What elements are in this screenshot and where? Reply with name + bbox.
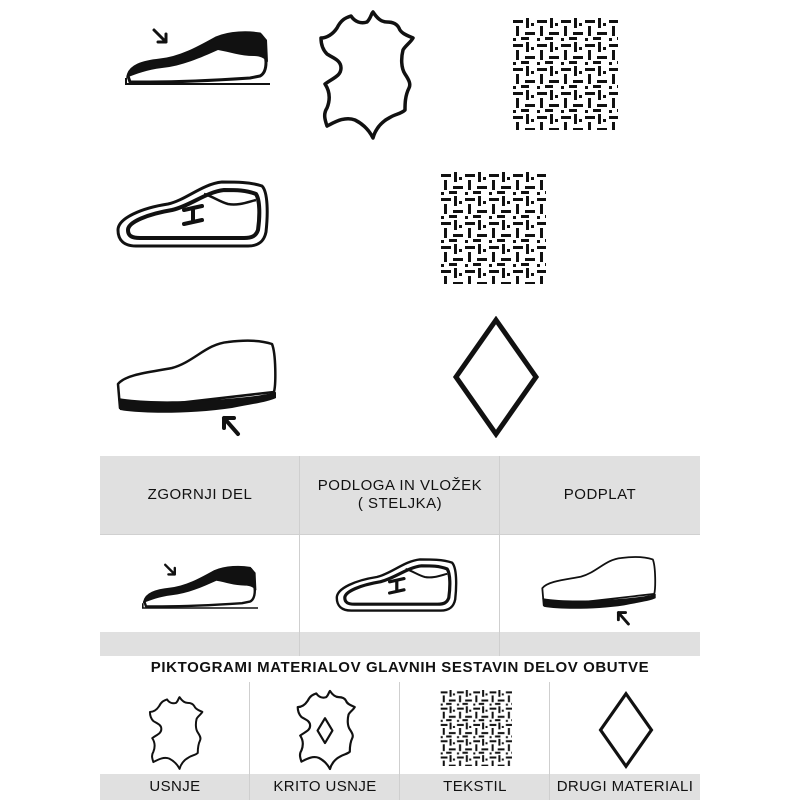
column-divider bbox=[249, 682, 250, 800]
material-label: KRITO USNJE bbox=[250, 774, 400, 800]
materials-table bbox=[100, 682, 700, 800]
sole-header bbox=[500, 456, 700, 534]
material-coated-leather bbox=[250, 682, 400, 800]
shoe-lining-icon bbox=[332, 553, 460, 617]
textile-weave-icon bbox=[440, 172, 546, 284]
column-divider bbox=[399, 682, 400, 800]
lining-label-line1: PODLOGA IN VLOŽEK bbox=[317, 477, 483, 494]
other-materials-diamond-icon bbox=[598, 690, 654, 770]
upper-label: ZGORNJI DEL bbox=[147, 486, 253, 503]
leather-hide-icon bbox=[315, 10, 415, 140]
textile-weave-icon bbox=[440, 690, 512, 766]
shoe-lining-icon bbox=[112, 174, 272, 254]
column-divider bbox=[499, 456, 500, 656]
shoe-sole-icon bbox=[112, 336, 282, 440]
shoe-parts-table bbox=[100, 456, 700, 656]
shoe-upper-icon bbox=[120, 18, 270, 90]
lining-header bbox=[300, 456, 500, 534]
parts-footer-row bbox=[100, 632, 700, 656]
column-divider bbox=[549, 682, 550, 800]
leather-hide-icon bbox=[146, 696, 204, 770]
lining-label-line2: ( STELJKA) bbox=[357, 495, 443, 512]
sole-label: PODPLAT bbox=[563, 486, 637, 503]
material-label: DRUGI MATERIALI bbox=[550, 774, 700, 800]
material-other bbox=[550, 682, 700, 800]
upper-header bbox=[100, 456, 300, 534]
material-textile bbox=[400, 682, 550, 800]
other-materials-diamond-icon bbox=[452, 316, 540, 438]
material-leather bbox=[100, 682, 250, 800]
coated-leather-icon bbox=[294, 688, 356, 772]
shoe-upper-icon bbox=[138, 555, 258, 613]
parts-icon-row bbox=[100, 534, 700, 633]
material-label: USNJE bbox=[100, 774, 250, 800]
column-divider bbox=[299, 456, 300, 656]
section-title: PIKTOGRAMI MATERIALOV GLAVNIH SESTAVIN DELOV OBUTVE bbox=[150, 659, 650, 676]
textile-weave-icon bbox=[512, 18, 618, 130]
shoe-sole-icon bbox=[538, 553, 660, 629]
parts-header-row bbox=[100, 456, 700, 534]
material-label: TEKSTIL bbox=[400, 774, 550, 800]
